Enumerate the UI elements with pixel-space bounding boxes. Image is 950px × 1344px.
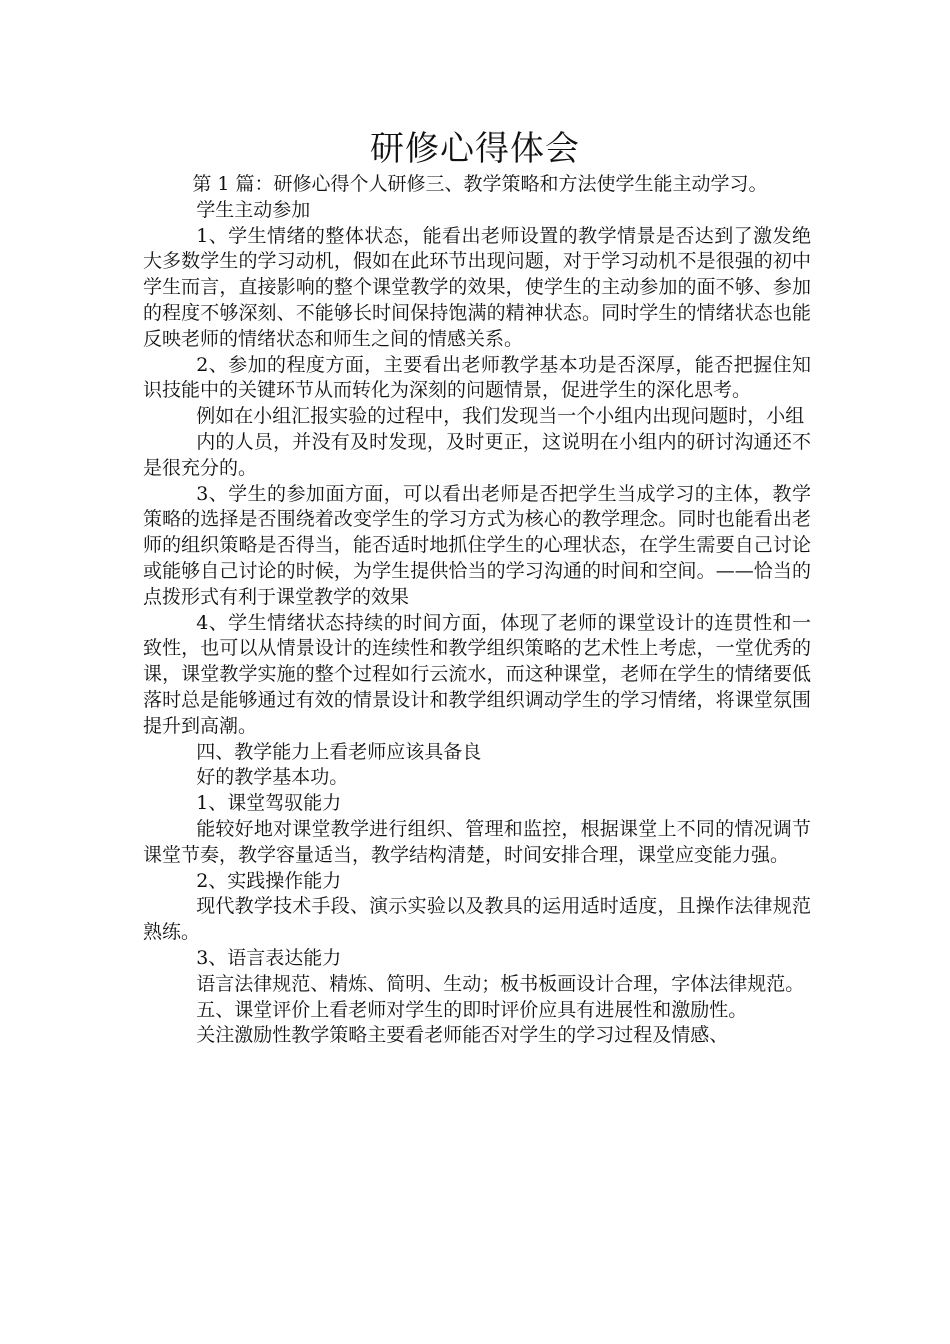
paragraph: 4、学生情绪状态持续的时间方面，体现了老师的课堂设计的连贯性和一致性，也可以从情景设计的连续性和教学组织策略的艺术性上考虑，一堂优秀的课，课堂教学实施的整个过程如行云流水，而这种课堂，老师在学生的情绪要低落时总是能够通过有效的情景设计和教学组织调动学生的学习情绪，将课堂氛围提升到高潮。 — [143, 611, 811, 737]
paragraph: 例如在小组汇报实验的过程中，我们发现当一个小组内出现问题时，小组 — [196, 405, 805, 428]
paragraph: 1、学生情绪的整体状态，能看出老师设置的教学情景是否达到了激发绝大多数学生的学习动机，假如在此环节出现问题，对于学习动机不是很强的初中学生而言，直接影响的整个课堂教学的效果，使学生的主动参加的面不够、参加的程度不够深刻、不能够长时间保持饱满的精神状态。同时学生的情绪状态也能反映老师的情绪状态和师生之间的情感关系。 — [143, 224, 811, 350]
subheading: 1、课堂驾驭能力 — [196, 792, 342, 815]
paragraph: 2、参加的程度方面，主要看出老师教学基本功是否深厚，能否把握住知识技能中的关键环节从而转化为深刻的问题情景，促进学生的深化思考。 — [143, 353, 811, 402]
paragraph: 学生主动参加 — [196, 198, 311, 221]
paragraph: 现代教学技术手段、演示实验以及教具的运用适时适度，且操作法律规范熟练。 — [143, 895, 811, 944]
subheading: 2、实践操作能力 — [196, 869, 342, 892]
paragraph: 关注激励性教学策略主要看老师能否对学生的学习过程及情感、 — [196, 1024, 729, 1047]
paragraph: 能较好地对课堂教学进行组织、管理和监控，根据课堂上不同的情况调节课堂节奏，教学容量适当，教学结构清楚，时间安排合理，课堂应变能力强。 — [143, 817, 811, 866]
paragraph: 好的教学基本功。 — [196, 766, 349, 789]
paragraph: 第 1 篇：研修心得个人研修三、教学策略和方法使学生能主动学习。 — [192, 173, 768, 195]
document-body — [143, 172, 811, 1049]
paragraph: 语言法律规范、精炼、简明、生动；板书板画设计合理，字体法律规范。 — [196, 972, 805, 995]
paragraph: 内的人员，并没有及时发现，及时更正，这说明在小组内的研讨沟通还不是很充分的。 — [143, 430, 811, 479]
document-title: 研修心得体会 — [370, 129, 580, 169]
section-heading: 四、教学能力上看老师应该具备良 — [196, 740, 482, 763]
paragraph: 3、学生的参加面方面，可以看出老师是否把学生当成学习的主体，教学策略的选择是否围绕着改变学生的学习方式为核心的教学理念。同时也能看出老师的组织策略是否得当，能否适时地抓住学生的心理状态，在学生需要自己讨论或能够自己讨论的时候，为学生提供恰当的学习沟通的时间和空间。——恰当的点拨形式有利于课堂教学的效果 — [143, 482, 811, 608]
section-heading: 五、课堂评价上看老师对学生的即时评价应具有进展性和激励性。 — [196, 998, 748, 1021]
subheading: 3、语言表达能力 — [196, 946, 342, 969]
